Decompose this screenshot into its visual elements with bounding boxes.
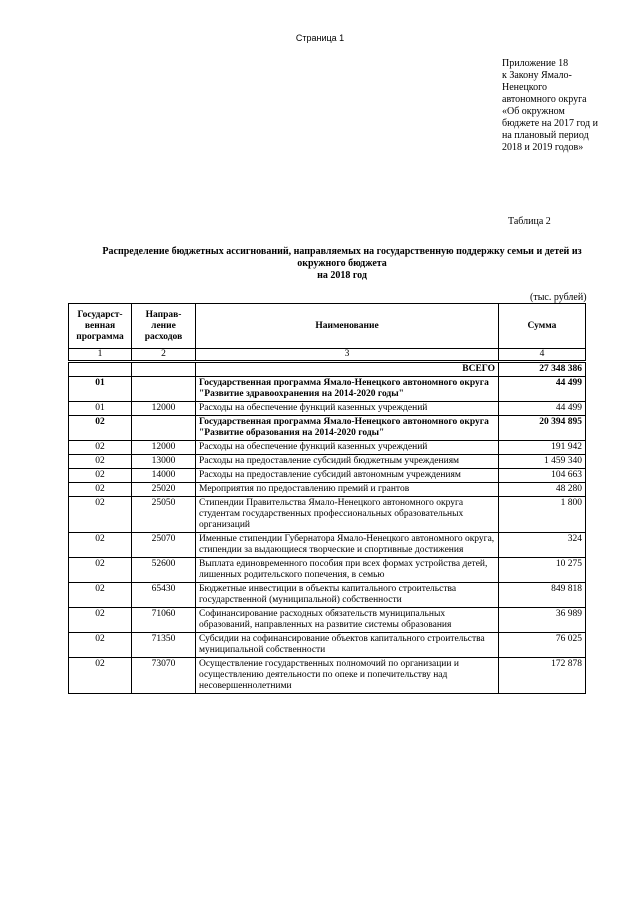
table-row [69, 416, 586, 441]
row-program: 02 [69, 455, 132, 469]
table-row [69, 377, 586, 402]
row-direction: 65430 [132, 583, 196, 608]
table-row [69, 455, 586, 469]
title-line: на 2018 год [317, 270, 367, 281]
row-value: 1 459 340 [499, 455, 586, 469]
row-name: Государственная программа Ямало-Ненецкого автономного округа "Развитие образования на 2014-2020 годы" [196, 416, 499, 441]
row-value: 172 878 [499, 658, 586, 694]
row-name: Софинансирование расходных обязательств муниципальных образований, направленных на развитие системы образования [196, 608, 499, 633]
row-program: 02 [69, 469, 132, 483]
row-direction: 73070 [132, 658, 196, 694]
table-row [69, 658, 586, 694]
row-value: 76 025 [499, 633, 586, 658]
row-value: 104 663 [499, 469, 586, 483]
budget-table [68, 303, 586, 694]
row-value: 849 818 [499, 583, 586, 608]
row-value: 44 499 [499, 402, 586, 416]
column-number-row [69, 349, 586, 362]
header-program: Государст-венная программа [69, 304, 132, 349]
row-program: 02 [69, 633, 132, 658]
row-program: 01 [69, 377, 132, 402]
appendix-line: Ненецкого [502, 82, 548, 93]
row-name: Расходы на обеспечение функций казенных учреждений [196, 441, 499, 455]
row-program: 02 [69, 441, 132, 455]
row-direction: 25020 [132, 483, 196, 497]
row-value: 1 800 [499, 497, 586, 533]
row-name: Расходы на обеспечение функций казенных учреждений [196, 402, 499, 416]
row-direction: 71060 [132, 608, 196, 633]
row-name: Осуществление государственных полномочий по организации и осуществлению деятельности по опеке и попечительству над несовершеннолетними [196, 658, 499, 694]
header-sum: Сумма [499, 304, 586, 349]
row-direction: 14000 [132, 469, 196, 483]
table-number: Таблица 2 [508, 216, 551, 227]
appendix-line: «Об окружном [502, 106, 565, 117]
row-program: 02 [69, 416, 132, 441]
row-name: Бюджетные инвестиции в объекты капитального строительства государственной (муниципальной) собственности [196, 583, 499, 608]
row-direction [132, 377, 196, 402]
table-row [69, 533, 586, 558]
row-name: Государственная программа Ямало-Ненецкого автономного округа "Развитие здравоохранения на 2014-2020 годы" [196, 377, 499, 402]
row-program: 02 [69, 583, 132, 608]
row-value: 36 989 [499, 608, 586, 633]
header-row [69, 304, 586, 349]
table-row [69, 497, 586, 533]
table-row [69, 469, 586, 483]
row-direction: 13000 [132, 455, 196, 469]
row-name: Мероприятия по предоставлению премий и грантов [196, 483, 499, 497]
units-label: (тыс. рублей) [530, 292, 587, 303]
title-line: Распределение бюджетных ассигнований, направляемых на государственную поддержку семьи и детей из [102, 246, 582, 257]
appendix-line: автономного округа [502, 94, 587, 105]
total-direction [132, 362, 196, 377]
row-program: 02 [69, 658, 132, 694]
appendix-line: бюджете на 2017 год и [502, 118, 598, 129]
row-program: 02 [69, 558, 132, 583]
appendix-line: 2018 и 2019 годов» [502, 142, 584, 153]
row-name: Именные стипендии Губернатора Ямало-Ненецкого автономного округа, стипендии за выдающиеся творческие и спортивные достижения [196, 533, 499, 558]
appendix-line: на плановый период [502, 130, 589, 141]
row-program: 02 [69, 533, 132, 558]
column-number: 2 [132, 349, 196, 362]
document-title [62, 246, 622, 282]
appendix-note [502, 58, 632, 154]
header-name: Наименование [196, 304, 499, 349]
column-number: 3 [196, 349, 499, 362]
table-row [69, 633, 586, 658]
row-value: 10 275 [499, 558, 586, 583]
row-program: 01 [69, 402, 132, 416]
header-direction: Направ-ление расходов [132, 304, 196, 349]
table-row [69, 402, 586, 416]
table-row [69, 441, 586, 455]
table-row [69, 483, 586, 497]
table-row [69, 558, 586, 583]
row-direction: 71350 [132, 633, 196, 658]
row-name: Расходы на предоставление субсидий автономным учреждениям [196, 469, 499, 483]
row-direction [132, 416, 196, 441]
row-direction: 25050 [132, 497, 196, 533]
total-program [69, 362, 132, 377]
row-direction: 12000 [132, 402, 196, 416]
row-value: 48 280 [499, 483, 586, 497]
appendix-line: к Закону Ямало- [502, 70, 572, 81]
row-name: Субсидии на софинансирование объектов капитального строительства муниципальной собственности [196, 633, 499, 658]
total-row [69, 362, 586, 377]
total-value: 27 348 386 [499, 362, 586, 377]
row-name: Стипендии Правительства Ямало-Ненецкого автономного округа студентам государственных профессиональных образовательных организаций [196, 497, 499, 533]
row-direction: 12000 [132, 441, 196, 455]
table-row [69, 583, 586, 608]
table-row [69, 608, 586, 633]
row-name: Выплата единовременного пособия при всех формах устройства детей, лишенных родительского попечения, в семью [196, 558, 499, 583]
row-direction: 52600 [132, 558, 196, 583]
row-program: 02 [69, 608, 132, 633]
appendix-line: Приложение 18 [502, 58, 569, 69]
page-label: Страница 1 [295, 33, 345, 43]
row-name: Расходы на предоставление субсидий бюджетным учреждениям [196, 455, 499, 469]
row-value: 44 499 [499, 377, 586, 402]
row-value: 324 [499, 533, 586, 558]
row-value: 191 942 [499, 441, 586, 455]
total-label: ВСЕГО [196, 362, 499, 377]
row-program: 02 [69, 497, 132, 533]
row-value: 20 394 895 [499, 416, 586, 441]
row-direction: 25070 [132, 533, 196, 558]
title-line: окружного бюджета [297, 258, 387, 269]
column-number: 4 [499, 349, 586, 362]
row-program: 02 [69, 483, 132, 497]
column-number: 1 [69, 349, 132, 362]
